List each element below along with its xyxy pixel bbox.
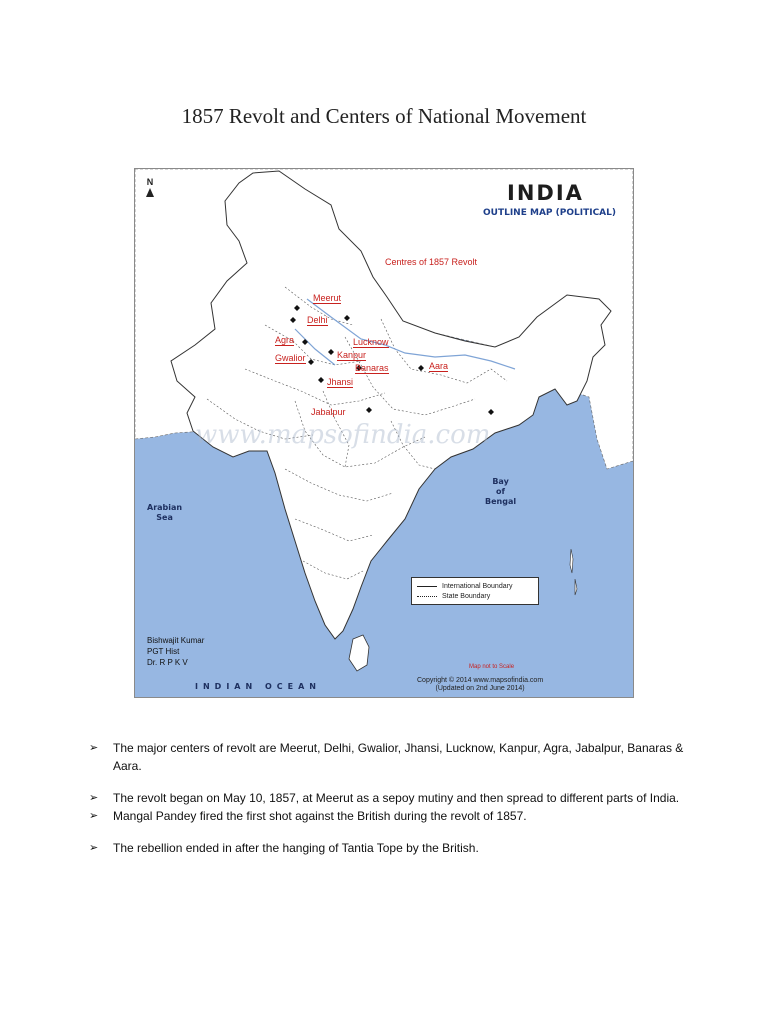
updated-text: (Updated on 2nd June 2014)	[435, 685, 525, 692]
list-item	[89, 807, 709, 825]
north-arrow-icon	[146, 188, 154, 197]
scale-note: Map not to Scale	[469, 664, 515, 670]
map-canvas	[135, 169, 633, 697]
page-title: 1857 Revolt and Centers of National Movement	[181, 104, 587, 128]
list-item-text: The revolt began on May 10, 1857, at Meerut as a sepoy mutiny and then spread to different parts of India.	[113, 791, 680, 805]
north-indicator	[143, 177, 157, 197]
city-label-gwalior: Gwalior	[275, 353, 306, 363]
list-item-text: Mangal Pandey fired the first shot against the British during the revolt of 1857.	[113, 809, 527, 823]
list-item-text: The rebellion ended in after the hanging of Tantia Tope by the British.	[113, 841, 479, 855]
indian-ocean-label: INDIAN OCEAN	[195, 682, 321, 691]
copyright-notice	[417, 677, 543, 693]
legend-row-international	[417, 581, 533, 591]
author-school: Dr. R P K V	[147, 658, 188, 667]
revolt-centres-heading: Centres of 1857 Revolt	[385, 257, 478, 267]
arrow-bullet-icon: ➢	[89, 792, 99, 804]
arrow-bullet-icon: ➢	[89, 842, 99, 854]
india-map	[134, 168, 634, 698]
arrow-bullet-icon: ➢	[89, 742, 99, 754]
north-label: N	[146, 177, 154, 187]
city-label-aara: Aara	[429, 361, 449, 371]
city-label-kanpur: Kanpur	[337, 350, 367, 360]
arrow-bullet-icon: ➢	[89, 810, 99, 822]
legend-label-state: State Boundary	[442, 592, 491, 600]
bay-of-bengal-label: Bay of Bengal	[485, 477, 517, 506]
copyright-text: Copyright © 2014 www.mapsofindia.com	[417, 677, 544, 684]
solid-line-icon	[417, 586, 437, 587]
dotted-line-icon	[417, 596, 437, 597]
arabian-sea-label: Arabian Sea	[147, 503, 183, 522]
legend-label-international: International Boundary	[442, 582, 513, 590]
city-label-agra: Agra	[275, 335, 295, 345]
key-points-list	[89, 739, 709, 857]
list-item-text: The major centers of revolt are Meerut, Delhi, Gwalior, Jhansi, Lucknow, Kanpur, Agra, Jabalpur, Banaras & Aara.	[113, 741, 684, 773]
author-credit	[147, 635, 204, 668]
city-label-lucknow: Lucknow	[353, 337, 389, 347]
list-item	[89, 839, 709, 857]
list-item	[89, 789, 709, 807]
city-label-jabalpur: Jabalpur	[311, 407, 346, 417]
map-subtitle: OUTLINE MAP (POLITICAL)	[483, 208, 616, 218]
city-label-banaras: Banaras	[355, 363, 389, 373]
city-label-jhansi: Jhansi	[327, 377, 354, 387]
author-name: Bishwajit Kumar	[147, 636, 205, 645]
list-item	[89, 739, 709, 775]
boundary-legend	[411, 577, 539, 605]
city-label-delhi: Delhi	[307, 315, 328, 325]
city-label-meerut: Meerut	[313, 293, 342, 303]
legend-row-state	[417, 591, 533, 601]
author-role: PGT Hist	[147, 647, 180, 656]
map-title: INDIA	[507, 181, 584, 205]
watermark: www.mapsofindia.com	[195, 420, 491, 450]
